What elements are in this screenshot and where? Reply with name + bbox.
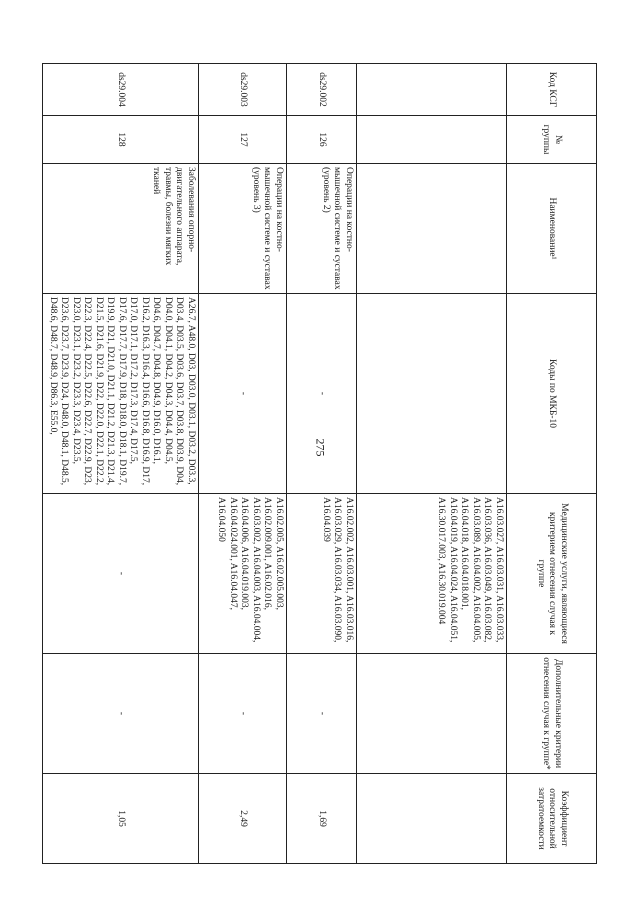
cell-mkb: A26.7, A48.0, D03, D03.0, D03.1, D03.2, D03.3, D03.4, D03.5, D03.6, D03.7, D03.8, D03.9, D04, D04.0, D04.1, D04.2, D04.3, D04.4, D04.5, D04.6, D04.7, D04.8, D04.9, D16.0, D16.1, D16.2, D16.3, D16.4, D16.6, D16.8, D16.9, D17, D17.0, D17.1, D17.2, D17.3, D17.4, D17.5, D17.6, D17.7, D17.9, D18, D18.0, D18.1, D19.7, D19.9, D21, D21.0, D21.1, D21.2, D21.3, D21.4, D21.5, D21.6, D21.9, D22, D22.0, D22.1, D22.2, D22.3, D22.4, D22.5, D22.6, D22.7, D22.9, D23, D23.0, D23.1, D23.2, D23.3, D23.4, D23.5, D23.6, D23.7, D23.9, D24, D48.0, D48.1, D48.5, D48.6, D48.7, D48.9, D86.3, E55.0,	[43, 294, 199, 494]
cell-services: A16.03.027, A16.03.031, A16.03.033, A16.03.036, A16.03.049, A16.03.082, A16.03.089, A16.04.002, A16.04.005, A16.04.018, A16.04.018.001, A16.04.019, A16.04.024, A16.04.051, A16.30.017.003, A16.30.019.004	[357, 494, 507, 654]
table-row	[357, 64, 507, 864]
table-container	[42, 63, 597, 863]
cell-services: -	[43, 494, 199, 654]
cell-extra: -	[199, 654, 287, 774]
header-extra: Дополнительные критерии отнесения случая к группе*	[507, 654, 597, 774]
cell-code	[357, 64, 507, 116]
cell-code: ds29.003	[199, 64, 287, 116]
cell-group-no: 127	[199, 116, 287, 164]
cell-coef: 1,05	[43, 774, 199, 864]
cell-mkb	[357, 294, 507, 494]
cell-code: ds29.004	[43, 64, 199, 116]
header-name: Наименование¹	[507, 164, 597, 294]
table-row	[43, 64, 199, 864]
cell-extra	[357, 654, 507, 774]
cell-name: Заболевания опорно-двигательного аппарата, травмы, болезни мягких тканей	[43, 164, 199, 294]
cell-group-no	[357, 116, 507, 164]
cell-coef: 2,49	[199, 774, 287, 864]
cell-mkb: -	[199, 294, 287, 494]
cell-coef: 1,69	[287, 774, 357, 864]
header-coef: Коэффициент относительной затратоемкости	[507, 774, 597, 864]
cell-name: Операции на костно-мышечной системе и суставах (уровень 2)	[287, 164, 357, 294]
cell-services: A16.02.005, A16.02.005.003, A16.02.009.001, A16.02.016, A16.03.002, A16.04.003, A16.04.004, A16.04.006, A16.04.019.003, A16.04.024.001, A16.04.047, A16.04.050	[199, 494, 287, 654]
header-mkb: Коды по МКБ-10	[507, 294, 597, 494]
cell-extra: -	[43, 654, 199, 774]
header-code: Код КСГ	[507, 64, 597, 116]
header-group-no: № группы	[507, 116, 597, 164]
cell-group-no: 126	[287, 116, 357, 164]
cell-extra: -	[287, 654, 357, 774]
cell-name	[357, 164, 507, 294]
cell-code: ds29.002	[287, 64, 357, 116]
page-number: 275	[313, 438, 328, 457]
ksg-table	[42, 63, 597, 864]
cell-name: Операции на костно-мышечной системе и суставах (уровень 3)	[199, 164, 287, 294]
header-services: Медицинские услуги, являющиеся критерием отнесения случая к группе	[507, 494, 597, 654]
cell-coef	[357, 774, 507, 864]
table-row	[287, 64, 357, 864]
table-row	[199, 64, 287, 864]
cell-mkb: -	[287, 294, 357, 494]
cell-group-no: 128	[43, 116, 199, 164]
cell-services: A16.02.002, A16.03.001, A16.03.016, A16.03.029, A16.03.034, A16.03.090, A16.04.039	[287, 494, 357, 654]
header-row	[507, 64, 597, 864]
